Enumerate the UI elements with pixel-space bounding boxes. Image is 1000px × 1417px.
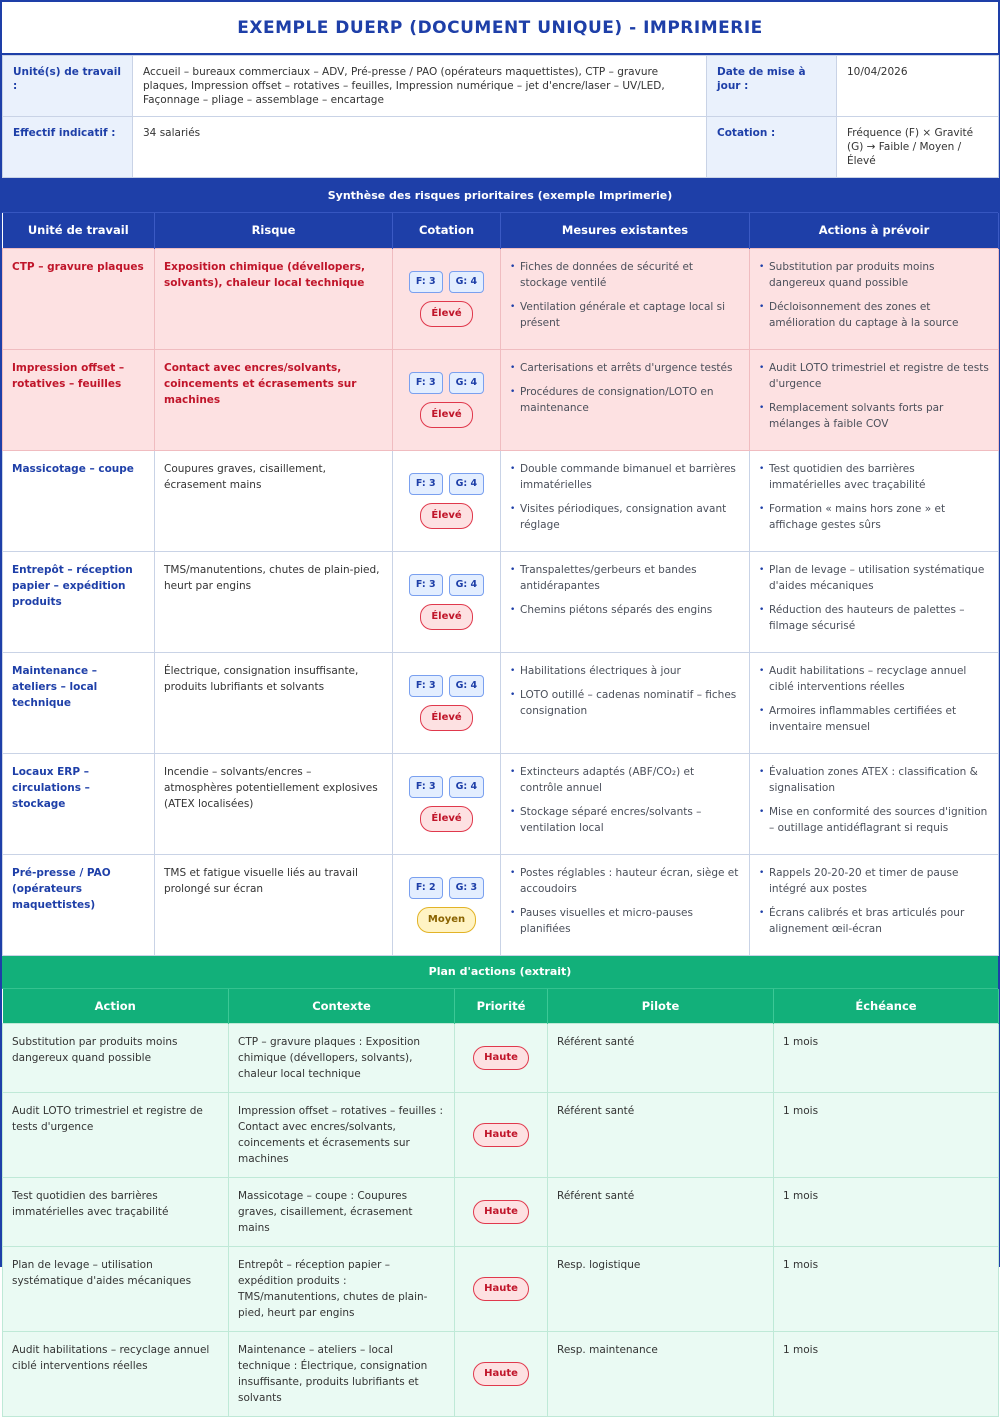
frequency-badge: F: 3 — [409, 776, 443, 798]
cotation-badges — [402, 877, 491, 899]
action-item: • Test quotidien des barrières immatérielles avec traçabilité — [759, 461, 989, 493]
measure-item: • Transpalettes/gerbeurs et bandes antidérapantes — [510, 562, 740, 594]
plan-row — [3, 1093, 999, 1178]
plan-due-date: 1 mois — [774, 1024, 999, 1093]
plan-due-date: 1 mois — [774, 1178, 999, 1247]
plan-pilot: Référent santé — [548, 1093, 774, 1178]
action-item: • Évaluation zones ATEX : classification & signalisation — [759, 764, 989, 796]
plan-context: Massicotage – coupe : Coupures graves, cisaillement, écrasement mains — [229, 1178, 455, 1247]
frequency-badge: F: 3 — [409, 271, 443, 293]
unit-label: Unité(s) de travail : — [3, 56, 133, 117]
risk-row — [3, 450, 999, 551]
risk-level-badge: Élevé — [420, 806, 472, 832]
plan-header-cell: Priorité — [455, 989, 548, 1024]
measure-item: • Visites périodiques, consignation avant réglage — [510, 501, 740, 533]
plan-pilot: Resp. maintenance — [548, 1332, 774, 1417]
priority-badge: Haute — [473, 1200, 529, 1224]
planned-actions — [750, 753, 999, 854]
measures-list — [510, 865, 740, 937]
plan-context: Entrepôt – réception papier – expédition produits : TMS/manutentions, chutes de plain-pied, heurt par engins — [229, 1247, 455, 1332]
risk-header-cell: Actions à prévoir — [750, 213, 999, 248]
risk-row — [3, 854, 999, 955]
action-item: • Décloisonnement des zones et amélioration du captage à la source — [759, 299, 989, 331]
risk-level-badge: Élevé — [420, 604, 472, 630]
actions-list — [759, 663, 989, 735]
plan-priority — [455, 1093, 548, 1178]
planned-actions — [750, 854, 999, 955]
existing-measures — [501, 551, 750, 652]
date-label: Date de mise à jour : — [707, 56, 837, 117]
measure-item: • Double commande bimanuel et barrières immatérielles — [510, 461, 740, 493]
cotation-badges — [402, 574, 491, 596]
measures-list — [510, 461, 740, 533]
plan-header-cell: Action — [3, 989, 229, 1024]
frequency-badge: F: 3 — [409, 473, 443, 495]
measure-item: • Habilitations électriques à jour — [510, 663, 740, 679]
action-item: • Mise en conformité des sources d'ignition – outillage antidéflagrant si requis — [759, 804, 989, 836]
risk-unit: Entrepôt – réception papier – expédition produits — [3, 551, 155, 652]
frequency-badge: F: 3 — [409, 675, 443, 697]
priority-badge: Haute — [473, 1362, 529, 1386]
measure-item: • Extincteurs adaptés (ABF/CO₂) et contrôle annuel — [510, 764, 740, 796]
priority-badge: Haute — [473, 1277, 529, 1301]
measures-list — [510, 259, 740, 331]
effectif-label: Effectif indicatif : — [3, 117, 133, 178]
risk-description: Incendie – solvants/encres – atmosphères potentiellement explosives (ATEX localisées) — [155, 753, 393, 854]
plan-priority — [455, 1178, 548, 1247]
existing-measures — [501, 652, 750, 753]
risk-header-cell: Unité de travail — [3, 213, 155, 248]
frequency-badge: F: 3 — [409, 574, 443, 596]
measure-item: • Fiches de données de sécurité et stockage ventilé — [510, 259, 740, 291]
actions-list — [759, 461, 989, 533]
plan-pilot: Référent santé — [548, 1178, 774, 1247]
gravity-badge: G: 4 — [449, 574, 485, 596]
plan-pilot: Référent santé — [548, 1024, 774, 1093]
risk-header-cell: Cotation — [393, 213, 501, 248]
action-item: • Formation « mains hors zone » et affichage gestes sûrs — [759, 501, 989, 533]
frequency-badge: F: 3 — [409, 372, 443, 394]
risk-description: TMS et fatigue visuelle liés au travail prolongé sur écran — [155, 854, 393, 955]
risk-unit: Maintenance – ateliers – local technique — [3, 652, 155, 753]
plan-action: Audit LOTO trimestriel et registre de tests d'urgence — [3, 1093, 229, 1178]
gravity-badge: G: 4 — [449, 271, 485, 293]
plan-table — [2, 989, 999, 1417]
existing-measures — [501, 349, 750, 450]
planned-actions — [750, 652, 999, 753]
actions-list — [759, 259, 989, 331]
plan-context: Impression offset – rotatives – feuilles : Contact avec encres/solvants, coincements et écrasements sur machines — [229, 1093, 455, 1178]
actions-list — [759, 865, 989, 937]
risk-table — [2, 213, 999, 956]
plan-priority — [455, 1332, 548, 1417]
risk-level-badge: Élevé — [420, 301, 472, 327]
measure-item: • Postes réglables : hauteur écran, siège et accoudoirs — [510, 865, 740, 897]
plan-context: CTP – gravure plaques : Exposition chimique (dévellopers, solvants), chaleur local technique — [229, 1024, 455, 1093]
risk-cotation — [393, 248, 501, 349]
planned-actions — [750, 248, 999, 349]
plan-header-row — [3, 989, 999, 1024]
cotation-badges — [402, 271, 491, 293]
planned-actions — [750, 551, 999, 652]
info-table — [2, 55, 999, 178]
actions-list — [759, 360, 989, 432]
risk-row — [3, 349, 999, 450]
gravity-badge: G: 4 — [449, 372, 485, 394]
risk-level-badge: Élevé — [420, 402, 472, 428]
unit-value: Accueil – bureaux commerciaux – ADV, Pré-presse / PAO (opérateurs maquettistes), CTP – gravure plaques, Impression offset – rotatives – feuilles, Impression numérique – jet d'encre/laser – UV/LED, Façonnage – pliage – assemblage – encartage — [133, 56, 707, 117]
measures-list — [510, 663, 740, 719]
risk-cotation — [393, 349, 501, 450]
risk-row — [3, 652, 999, 753]
risk-header-row — [3, 213, 999, 248]
frequency-badge: F: 2 — [409, 877, 443, 899]
risk-header-cell: Risque — [155, 213, 393, 248]
gravity-badge: G: 4 — [449, 473, 485, 495]
measure-item: • Chemins piétons séparés des engins — [510, 602, 740, 618]
planned-actions — [750, 349, 999, 450]
risk-unit: Locaux ERP – circulations – stockage — [3, 753, 155, 854]
risk-header-cell: Mesures existantes — [501, 213, 750, 248]
risk-unit: CTP – gravure plaques — [3, 248, 155, 349]
measures-list — [510, 360, 740, 416]
date-value: 10/04/2026 — [837, 56, 999, 117]
action-item: • Armoires inflammables certifiées et inventaire mensuel — [759, 703, 989, 735]
risk-description: TMS/manutentions, chutes de plain-pied, heurt par engins — [155, 551, 393, 652]
cotation-badges — [402, 776, 491, 798]
plan-row — [3, 1332, 999, 1417]
plan-due-date: 1 mois — [774, 1093, 999, 1178]
action-item: • Réduction des hauteurs de palettes – filmage sécurisé — [759, 602, 989, 634]
plan-priority — [455, 1024, 548, 1093]
risk-unit: Pré-presse / PAO (opérateurs maquettistes) — [3, 854, 155, 955]
plan-row — [3, 1024, 999, 1093]
risk-description: Coupures graves, cisaillement, écrasement mains — [155, 450, 393, 551]
action-item: • Écrans calibrés et bras articulés pour alignement œil-écran — [759, 905, 989, 937]
plan-pilot: Resp. logistique — [548, 1247, 774, 1332]
plan-due-date: 1 mois — [774, 1332, 999, 1417]
risk-unit: Massicotage – coupe — [3, 450, 155, 551]
priority-badge: Haute — [473, 1123, 529, 1147]
measure-item: • Stockage séparé encres/solvants – ventilation local — [510, 804, 740, 836]
measure-item: • Pauses visuelles et micro-pauses planifiées — [510, 905, 740, 937]
plan-section-title: Plan d'actions (extrait) — [2, 956, 998, 989]
action-item: • Remplacement solvants forts par mélanges à faible COV — [759, 400, 989, 432]
gravity-badge: G: 4 — [449, 776, 485, 798]
risk-level-badge: Moyen — [417, 907, 476, 933]
risk-row — [3, 753, 999, 854]
plan-priority — [455, 1247, 548, 1332]
plan-header-cell: Pilote — [548, 989, 774, 1024]
gravity-badge: G: 3 — [449, 877, 485, 899]
action-item: • Audit LOTO trimestriel et registre de tests d'urgence — [759, 360, 989, 392]
cotation-value: Fréquence (F) × Gravité (G) → Faible / Moyen / Élevé — [837, 117, 999, 178]
existing-measures — [501, 753, 750, 854]
risk-description: Électrique, consignation insuffisante, produits lubrifiants et solvants — [155, 652, 393, 753]
existing-measures — [501, 248, 750, 349]
risk-description: Contact avec encres/solvants, coincements et écrasements sur machines — [155, 349, 393, 450]
action-item: • Substitution par produits moins dangereux quand possible — [759, 259, 989, 291]
actions-list — [759, 764, 989, 836]
plan-header-cell: Contexte — [229, 989, 455, 1024]
measures-list — [510, 764, 740, 836]
plan-due-date: 1 mois — [774, 1247, 999, 1332]
risk-section-title: Synthèse des risques prioritaires (exemple Imprimerie) — [2, 178, 998, 213]
measure-item: • Carterisations et arrêts d'urgence testés — [510, 360, 740, 376]
cotation-badges — [402, 675, 491, 697]
risk-level-badge: Élevé — [420, 503, 472, 529]
planned-actions — [750, 450, 999, 551]
plan-header-cell: Échéance — [774, 989, 999, 1024]
actions-list — [759, 562, 989, 634]
risk-cotation — [393, 450, 501, 551]
plan-action: Audit habilitations – recyclage annuel ciblé interventions réelles — [3, 1332, 229, 1417]
action-item: • Audit habilitations – recyclage annuel ciblé interventions réelles — [759, 663, 989, 695]
risk-level-badge: Élevé — [420, 705, 472, 731]
action-item: • Plan de levage – utilisation systématique d'aides mécaniques — [759, 562, 989, 594]
page-title: EXEMPLE DUERP (DOCUMENT UNIQUE) - IMPRIMERIE — [2, 2, 998, 55]
action-item: • Rappels 20-20-20 et timer de pause intégré aux postes — [759, 865, 989, 897]
measure-item: • LOTO outillé – cadenas nominatif – fiches consignation — [510, 687, 740, 719]
gravity-badge: G: 4 — [449, 675, 485, 697]
plan-context: Maintenance – ateliers – local technique : Électrique, consignation insuffisante, produits lubrifiants et solvants — [229, 1332, 455, 1417]
risk-description: Exposition chimique (dévellopers, solvants), chaleur local technique — [155, 248, 393, 349]
risk-cotation — [393, 854, 501, 955]
risk-unit: Impression offset – rotatives – feuilles — [3, 349, 155, 450]
effectif-value: 34 salariés — [133, 117, 707, 178]
risk-cotation — [393, 652, 501, 753]
plan-action: Substitution par produits moins dangereux quand possible — [3, 1024, 229, 1093]
existing-measures — [501, 450, 750, 551]
measures-list — [510, 562, 740, 618]
measure-item: • Procédures de consignation/LOTO en maintenance — [510, 384, 740, 416]
plan-row — [3, 1247, 999, 1332]
priority-badge: Haute — [473, 1046, 529, 1070]
plan-row — [3, 1178, 999, 1247]
measure-item: • Ventilation générale et captage local si présent — [510, 299, 740, 331]
risk-cotation — [393, 551, 501, 652]
cotation-badges — [402, 473, 491, 495]
plan-action: Test quotidien des barrières immatérielles avec traçabilité — [3, 1178, 229, 1247]
risk-cotation — [393, 753, 501, 854]
cotation-badges — [402, 372, 491, 394]
plan-action: Plan de levage – utilisation systématique d'aides mécaniques — [3, 1247, 229, 1332]
existing-measures — [501, 854, 750, 955]
cotation-label: Cotation : — [707, 117, 837, 178]
risk-row — [3, 551, 999, 652]
risk-row — [3, 248, 999, 349]
